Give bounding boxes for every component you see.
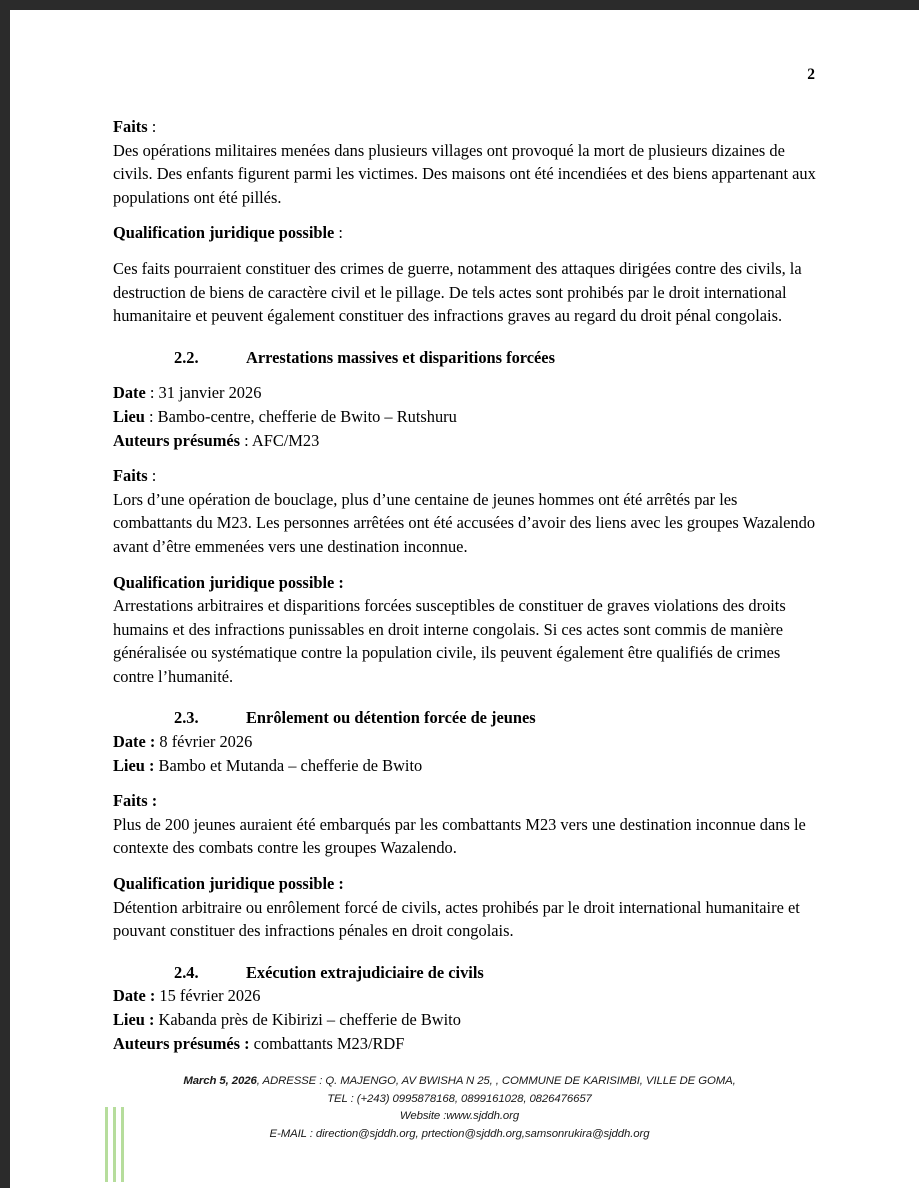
auteurs-label-2-2: Auteurs présumés (113, 430, 241, 450)
auteurs-value-2-2: AFC/M23 (251, 430, 320, 450)
page-number: 2 (807, 66, 815, 83)
footer-email-line: E-MAIL : direction@sjddh.org, prtection@sjddh.org,samsonrukira@sjddh.org (269, 1127, 650, 1140)
footer-address-line (0, 1073, 919, 1091)
faits-body-2-2: Lors d’une opération de bouclage, plus d’une centaine de jeunes hommes ont été arrêtés par les combattants du M23. Les personnes arrêtées ont été accusées d’avoir des liens avec les groupes Wazalendo avant d’être emmenées vers une destination inconnue. (113, 489, 816, 556)
date-value-2-3: 8 février 2026 (155, 732, 253, 752)
lieu-value-2-2: Bambo-centre, chefferie de Bwito – Rutshuru (157, 406, 457, 426)
date-label-2-4: Date : (113, 986, 156, 1006)
section-number-2-2: 2.2. (174, 347, 199, 367)
date-label-2-3: Date : (113, 732, 156, 752)
section-heading-2-3 (113, 706, 820, 730)
faits-colon-1: : (147, 117, 157, 136)
section-title-2-2: Arrestations massives et disparitions forcées (246, 347, 555, 367)
date-value-2-2: 31 janvier 2026 (158, 383, 262, 403)
date-line-2-4 (113, 984, 820, 1008)
date-line-2-2 (113, 381, 820, 405)
faits-body-2-3: Plus de 200 jeunes auraient été embarqués par les combattants M23 vers une destination inconnue dans le contexte des combats contre les groupes Wazalendo. (113, 814, 806, 858)
lieu-label-2-3: Lieu : (113, 755, 155, 775)
auteurs-line-2-2 (113, 429, 820, 453)
date-value-2-4: 15 février 2026 (155, 986, 261, 1006)
lieu-value-2-4: Kabanda près de Kibirizi – chefferie de Bwito (154, 1010, 461, 1029)
faits-body-1: Des opérations militaires menées dans plusieurs villages ont provoqué la mort de plusieurs dizaines de civils. Des enfants figurent parmi les victimes. Des maisons ont été incendiées et des biens appartenant aux populations ont été pillés. (113, 140, 816, 207)
qualification-body-1: Ces faits pourraient constituer des crimes de guerre, notamment des attaques dirigées contre des civils, la destruction de biens de caractère civil et le pillage. De tels actes sont prohibés par le droit international humanitaire et peuvent également constituer des infractions graves au regard du droit pénal congolais. (113, 258, 802, 326)
lieu-line-2-2 (113, 405, 820, 429)
auteurs-line-2-4 (113, 1032, 820, 1056)
auteurs-sep-2-2: : (240, 430, 252, 450)
faits-label-2-2: Faits (113, 466, 148, 486)
lieu-line-2-3 (113, 754, 820, 778)
qualification-colon-1: : (334, 223, 343, 243)
document-page (10, 10, 919, 1188)
qualification-body-2-2: Arrestations arbitraires et disparitions forcées susceptibles de constituer de graves violations des droits humains et des infractions punissables en droit interne congolais. Si ces actes sont commis de manière généralisée ou systématique contre la population civile, ils peuvent également être qualifiés de crimes contre l’humanité. (113, 596, 786, 686)
footer-address: , ADRESSE : Q. MAJENGO, AV BWISHA N 25, , COMMUNE DE KARISIMBI, VILLE DE GOMA, (256, 1075, 736, 1087)
lieu-label-2-4: Lieu : (113, 1010, 155, 1029)
document-body (113, 115, 820, 1055)
auteurs-label-2-4: Auteurs présumés : (113, 1033, 250, 1053)
date-label-2-2: Date (113, 383, 146, 403)
faits-heading-2-2 (113, 464, 820, 488)
footer-website-line: Website :www.sjddh.org (399, 1110, 520, 1122)
faits-heading-2-3: Faits : (113, 791, 158, 811)
qualification-label-1: Qualification juridique possible (113, 223, 335, 243)
section-title-2-3: Enrôlement ou détention forcée de jeunes (246, 708, 536, 728)
auteurs-value-2-4: combattants M23/RDF (249, 1033, 405, 1053)
qualification-heading-2-3: Qualification juridique possible : (113, 874, 344, 894)
lieu-sep-2-2: : (144, 406, 158, 426)
section-heading-2-4 (113, 961, 820, 985)
section-number-2-4: 2.4. (174, 962, 199, 982)
faits-colon-2-2: : (147, 466, 157, 486)
qualification-body-2-3: Détention arbitraire ou enrôlement forcé de civils, actes prohibés par le droit international humanitaire et pouvant constituer des infractions pénales en droit congolais. (113, 897, 800, 941)
section-heading-2-2 (113, 346, 820, 370)
qualification-heading-2-2: Qualification juridique possible : (113, 572, 344, 592)
qualification-heading-1 (113, 221, 820, 245)
footer-date: March 5, 2026 (183, 1075, 257, 1087)
date-sep-2-2: : (145, 383, 159, 403)
lieu-value-2-3: Bambo et Mutanda – chefferie de Bwito (154, 755, 423, 775)
section-number-2-3: 2.3. (174, 708, 199, 728)
faits-heading-1 (113, 115, 820, 139)
footer-tel-line: TEL : (+243) 0995878168, 0899161028, 0826476657 (327, 1092, 592, 1105)
section-title-2-4: Exécution extrajudiciaire de civils (246, 962, 484, 982)
date-line-2-3 (113, 730, 820, 754)
lieu-line-2-4 (113, 1008, 820, 1032)
lieu-label-2-2: Lieu (113, 406, 145, 426)
page-footer (0, 1073, 919, 1143)
faits-label-1: Faits (113, 117, 148, 136)
